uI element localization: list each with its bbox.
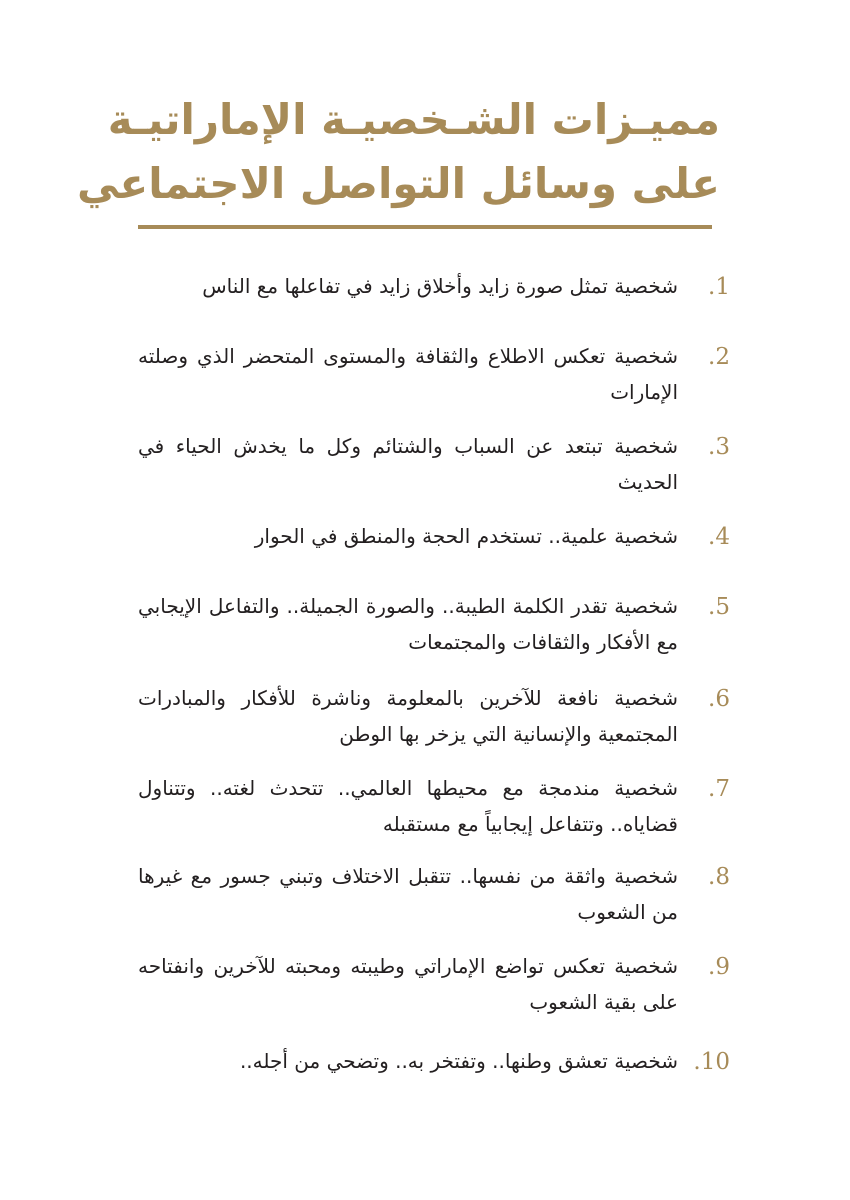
item-text: شخصية مندمجة مع محيطها العالمي.. تتحدث لغته.. وتتناول قضاياه.. وتتفاعل إيجابياً مع مستقبله: [138, 776, 678, 836]
list-item-6: [130, 680, 730, 752]
item-number: .2: [708, 344, 730, 370]
item-text: شخصية واثقة من نفسها.. تتقبل الاختلاف وتبني جسور مع غيرها من الشعوب: [138, 864, 678, 924]
list-item-8: [130, 858, 730, 930]
item-number: .10: [693, 1049, 730, 1075]
title-line-2: على وسائل التواصل الاجتماعي: [77, 159, 720, 208]
list-item-7: [130, 770, 730, 842]
list-item-4: [130, 518, 730, 556]
list-item-9: [130, 948, 730, 1020]
item-text: شخصية نافعة للآخرين بالمعلومة وناشرة للأفكار والمبادرات المجتمعية والإنسانية التي يزخر بها الوطن: [138, 686, 678, 746]
list-item-5: [130, 588, 730, 660]
title-line-1: مميـزات الشـخصيـة الإماراتيـة: [107, 95, 720, 144]
item-number: .8: [708, 864, 730, 890]
item-text: شخصية تقدر الكلمة الطيبة.. والصورة الجميلة.. والتفاعل الإيجابي مع الأفكار والثقافات والمجتمعات: [138, 594, 678, 654]
item-text: شخصية تعكس تواضع الإماراتي وطيبته ومحبته للآخرين وانفتاحه على بقية الشعوب: [138, 954, 678, 1014]
item-text: شخصية تعكس الاطلاع والثقافة والمستوى المتحضر الذي وصلته الإمارات: [138, 344, 678, 404]
item-number: .7: [708, 776, 730, 802]
item-number: .4: [708, 524, 730, 550]
item-number: .9: [708, 954, 730, 980]
list-item-1: [130, 268, 730, 306]
list-item-2: [130, 338, 730, 410]
item-text: شخصية تمثل صورة زايد وأخلاق زايد في تفاعلها مع الناس: [202, 274, 678, 298]
item-text: شخصية تبتعد عن السباب والشتائم وكل ما يخدش الحياء في الحديث: [138, 434, 678, 494]
title-divider: [138, 225, 712, 229]
item-text: شخصية علمية.. تستخدم الحجة والمنطق في الحوار: [254, 524, 678, 548]
item-number: .1: [708, 274, 730, 300]
page-title: [77, 88, 720, 216]
list-item-10: [130, 1043, 730, 1081]
list-item-3: [130, 428, 730, 500]
item-number: .5: [708, 594, 730, 620]
item-text: شخصية تعشق وطنها.. وتفتخر به.. وتضحي من أجله..: [239, 1049, 678, 1073]
item-number: .3: [708, 434, 730, 460]
item-number: .6: [708, 686, 730, 712]
